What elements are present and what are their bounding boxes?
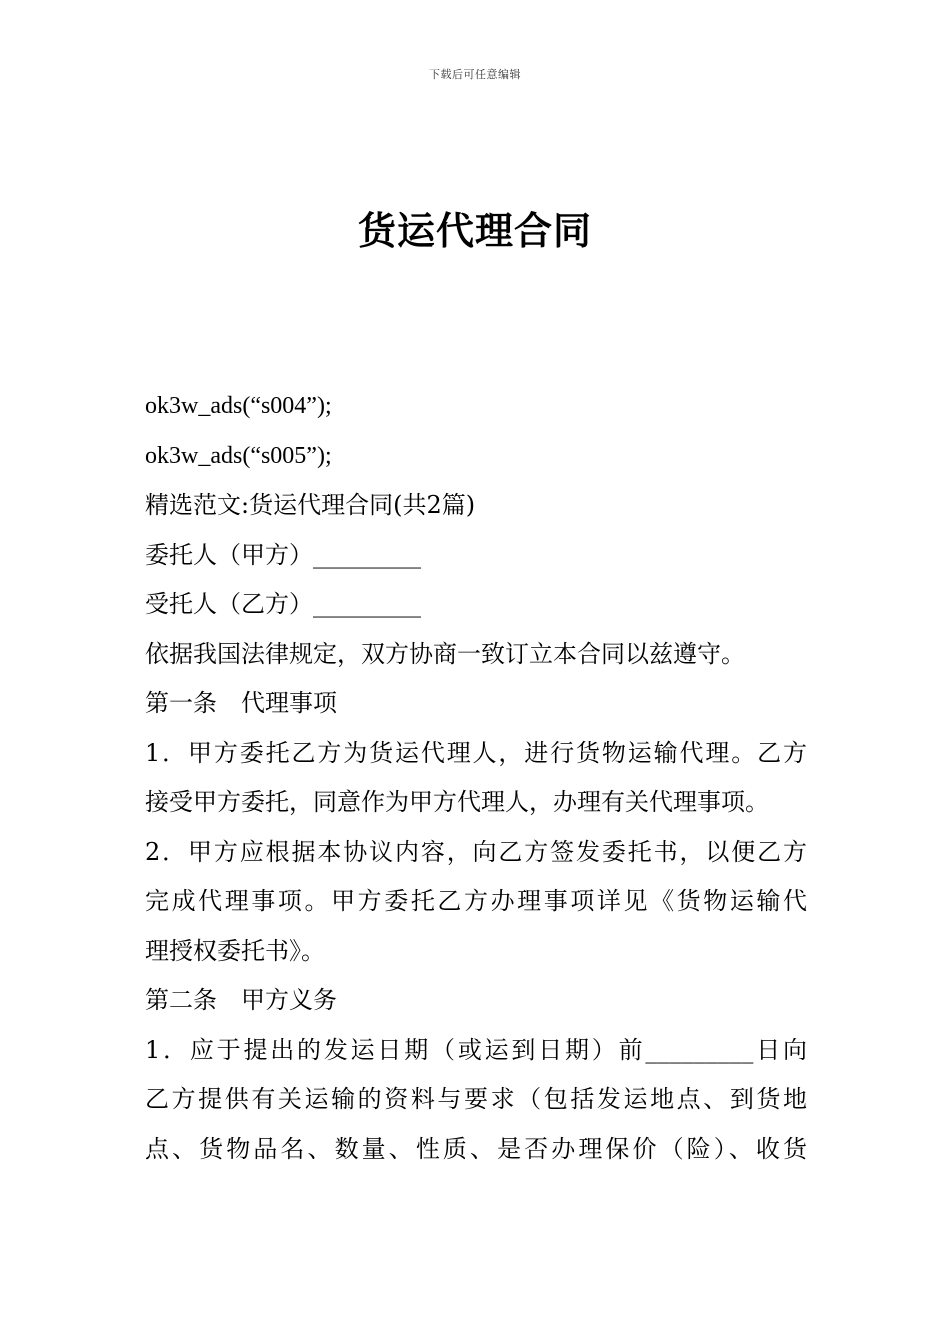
selected-sample-heading: 精选范文:货运代理合同(共2篇): [145, 491, 476, 519]
paragraph-line: 1．应于提出的发运日期（或运到日期）前_________日向: [145, 1035, 807, 1064]
ad-code-line-1: ok3w_ads(“s004”);: [145, 393, 332, 419]
ad-code-line-2: ok3w_ads(“s005”);: [145, 442, 332, 469]
document-title: 货运代理合同: [357, 208, 592, 253]
paragraph-line: 完成代理事项。甲方委托乙方办理事项详见《货物运输代: [145, 887, 807, 915]
preamble: 依据我国法律规定，双方协商一致订立本合同以兹遵守。: [145, 639, 745, 668]
article-2-heading: [145, 976, 807, 1026]
paragraph-line: 理授权委托书》。: [145, 936, 325, 965]
paragraph-line: 乙方提供有关运输的资料与要求（包括发运地点、到货地: [145, 1085, 807, 1113]
article-2-number: 第二条: [145, 986, 217, 1014]
header-note: 下载后可任意编辑: [429, 68, 521, 81]
article-1-heading: [145, 679, 807, 729]
article-1-number: 第一条: [145, 689, 217, 717]
party-b-line: 受托人（乙方）_________: [145, 590, 421, 618]
paragraph-line: 接受甲方委托，同意作为甲方代理人，办理有关代理事项。: [145, 788, 769, 816]
document-body: [145, 382, 807, 1174]
article-1-title: 代理事项: [241, 689, 337, 717]
article-2-title: 甲方义务: [241, 986, 337, 1014]
party-a-line: 委托人（甲方）_________: [145, 540, 421, 569]
paragraph-line: 2．甲方应根据本协议内容，向乙方签发委托书，以便乙方: [145, 837, 807, 866]
paragraph-line: 点、货物品名、数量、性质、是否办理保价（险）、收货: [145, 1134, 807, 1163]
paragraph-line: 1．甲方委托乙方为货运代理人，进行货物运输代理。乙方: [145, 738, 807, 767]
